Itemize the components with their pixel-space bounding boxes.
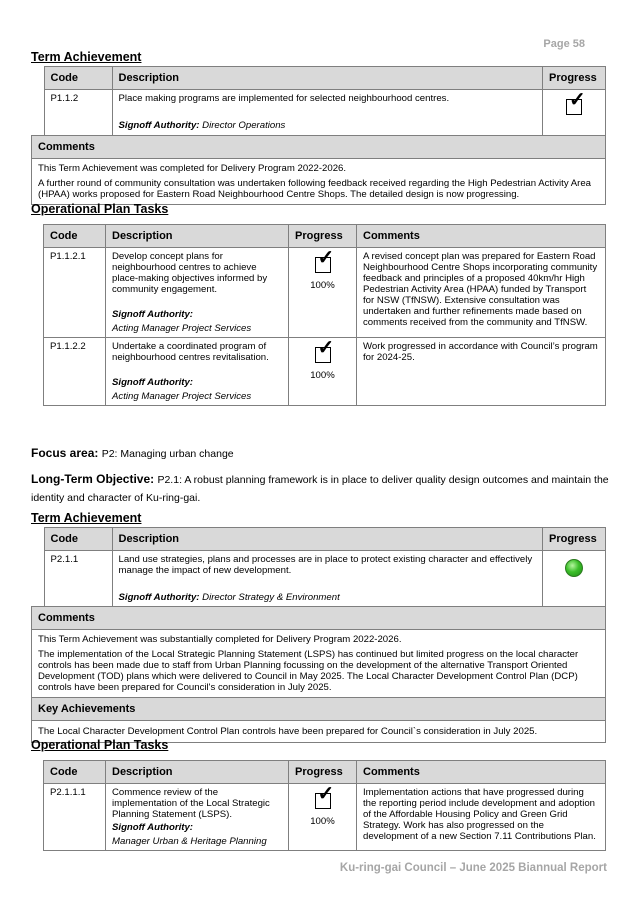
signoff-label: Signoff Authority: [118,592,200,603]
col-progress: Progress [289,225,357,248]
description-cell [112,551,543,607]
signoff-label: Signoff Authority: [118,120,200,131]
progress-percent: 100% [310,370,335,381]
focus-area [31,446,234,460]
progress-cell [543,551,606,607]
term-achievement-table-p112 [31,66,606,205]
col-progress: Progress [543,67,606,90]
checkbox-checked-icon: ✓ [566,99,582,115]
code-cell: P1.1.2.2 [44,338,106,406]
objective-label: Long-Term Objective: [31,472,155,486]
comments-body [32,159,606,205]
term-achievement-title: Term Achievement [31,50,142,64]
signoff-value: Manager Urban & Heritage Planning [112,836,267,847]
progress-percent: 100% [310,816,335,827]
checkbox-checked-icon: ✓ [315,257,331,273]
progress-percent: 100% [310,280,335,291]
signoff-value: Director Strategy & Environment [202,592,340,603]
comment-line: The implementation of the Local Strategic Planning Statement (LSPS) has continued but limited progress on the local character controls has been made due to staff from Urban Planning focussing on the development of the alternative Transport Oriented Development (TOD) plans which were delivered to Council in May 2025. The Local Character Development Control Plan (DCP) controls have been prepared for Council's consideration in July 2025. [38,649,579,693]
key-achievements-header: Key Achievements [32,698,606,721]
description-text: Commence review of the implementation of the Local Strategic Planning Statement (LSPS). [112,787,270,820]
description-cell [106,338,289,406]
checkbox-checked-icon: ✓ [315,793,331,809]
progress-cell [289,338,357,406]
comments-body [32,630,606,698]
footer-report-title: Ku-ring-gai Council – June 2025 Biannual Report [339,862,607,874]
signoff-label: Signoff Authority: [112,822,193,833]
code-cell: P2.1.1.1 [44,784,106,851]
col-code: Code [44,225,106,248]
focus-label: Focus area: [31,446,99,460]
comment-cell: A revised concept plan was prepared for Eastern Road Neighbourhood Centre Shops incorporating community feedback and principles of a proposed 40km/hr High Pedestrian Activity Area (HPAA) funded by Transport for NSW (TfNSW). Extensive consultation was undertaken and further refinements made based on comments received from the community and TfNSW. [357,248,606,338]
col-code: Code [44,528,112,551]
col-description: Description [112,528,543,551]
signoff-label: Signoff Authority: [112,377,193,388]
comment-line: A further round of community consultation was undertaken following feedback received regarding the High Pedestrian Activity Area (HPAA) works proposed for Eastern Road Neighbourhood Centre Shops. The detailed design is now progressing. [38,178,592,200]
code-cell: P2.1.1 [44,551,112,607]
description-cell [106,784,289,851]
description-text: Land use strategies, plans and processes are in place to protect existing character and effectively manage the impact of new development. [118,554,533,576]
col-progress: Progress [543,528,606,551]
table-row [44,338,606,406]
comment-line: This Term Achievement was completed for Delivery Program 2022-2026. [38,163,347,174]
description-text: Undertake a coordinated program of neighbourhood centres revitalisation. [112,341,269,363]
code-cell: P1.1.2 [44,90,112,136]
col-comments: Comments [357,761,606,784]
term-achievement-table-p211 [31,527,606,743]
progress-cell [289,784,357,851]
long-term-objective [31,471,611,507]
operational-plan-table-p112 [43,224,606,406]
focus-value: P2: Managing urban change [101,448,234,460]
col-code: Code [44,761,106,784]
signoff-value: Acting Manager Project Services [112,391,252,402]
description-text: Develop concept plans for neighbourhood centres to achieve place-making objectives informed by community engagement. [112,251,268,295]
progress-cell [289,248,357,338]
comments-header: Comments [32,607,606,630]
key-achievements-body: The Local Character Development Control Plan controls have been prepared for Council`s consideration in July 2025. [32,721,606,743]
operational-plan-title: Operational Plan Tasks [31,738,169,752]
col-description: Description [106,761,289,784]
description-cell [106,248,289,338]
signoff-value: Acting Manager Project Services [112,323,252,334]
operational-plan-table-p211 [43,760,606,851]
comment-line: This Term Achievement was substantially completed for Delivery Program 2022-2026. [38,634,402,645]
operational-plan-title: Operational Plan Tasks [31,202,169,216]
progress-cell [543,90,606,136]
col-progress: Progress [289,761,357,784]
col-code: Code [44,67,112,90]
checkbox-checked-icon: ✓ [315,347,331,363]
table-row [44,784,606,851]
code-cell: P1.1.2.1 [44,248,106,338]
table-row [44,248,606,338]
col-comments: Comments [357,225,606,248]
description-text: Place making programs are implemented for selected neighbourhood centres. [118,93,450,104]
description-cell [112,90,543,136]
status-green-dot-icon [565,559,583,577]
comment-cell: Work progressed in accordance with Council’s program for 2024-25. [357,338,606,406]
col-description: Description [106,225,289,248]
page-number: Page 58 [543,38,585,50]
signoff-label: Signoff Authority: [112,309,193,320]
comments-header: Comments [32,136,606,159]
objective-value: P2.1: A robust planning framework is in place to deliver quality design outcomes and maintain the identity and character of Ku-ring-gai. [31,474,609,504]
term-achievement-title: Term Achievement [31,511,142,525]
signoff-value: Director Operations [202,120,286,131]
col-description: Description [112,67,543,90]
comment-cell: Implementation actions that have progressed during the reporting period include development and adoption of the Affordable Housing Policy and Green Grid Strategy. Work has also progressed on the development of a new Section 7.11 Contributions Plan. [357,784,606,851]
